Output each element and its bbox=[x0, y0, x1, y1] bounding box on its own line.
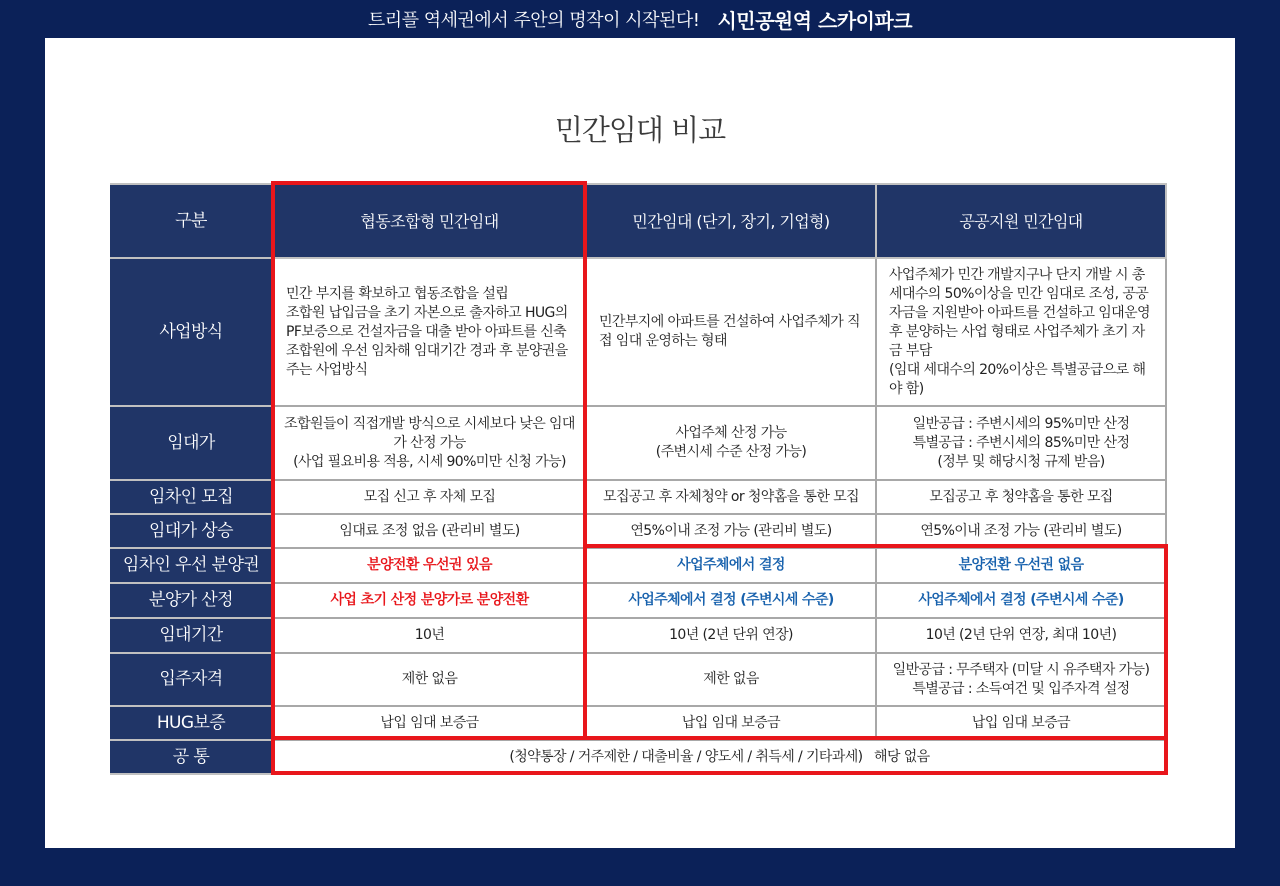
row-label: 입주자격 bbox=[110, 653, 273, 706]
table-cell: 제한 없음 bbox=[273, 653, 586, 706]
table-cell: 사업주체에서 결정 (주변시세 수준) bbox=[876, 583, 1166, 618]
row-label: 임대가 상승 bbox=[110, 514, 273, 548]
table-row bbox=[110, 406, 1166, 480]
table-cell bbox=[273, 258, 586, 406]
table-row bbox=[110, 480, 1166, 514]
top-banner bbox=[0, 0, 1280, 38]
row-label: 공 통 bbox=[110, 740, 273, 774]
table-cell: 10년 (2년 단위 연장, 최대 10년) bbox=[876, 618, 1166, 653]
table-cell: 10년 bbox=[273, 618, 586, 653]
row-label: 임차인 모집 bbox=[110, 480, 273, 514]
row-label: 임대기간 bbox=[110, 618, 273, 653]
table-cell: 납입 임대 보증금 bbox=[876, 706, 1166, 740]
table-row bbox=[110, 583, 1166, 618]
table-row-common bbox=[110, 740, 1166, 774]
table-cell: 분양전환 우선권 없음 bbox=[876, 548, 1166, 583]
header-public-support: 공공지원 민간임대 bbox=[876, 184, 1166, 258]
table-row bbox=[110, 514, 1166, 548]
header-category: 구분 bbox=[110, 184, 273, 258]
table-cell: 모집 신고 후 자체 모집 bbox=[273, 480, 586, 514]
table-cell: 제한 없음 bbox=[586, 653, 876, 706]
table-cell bbox=[876, 406, 1166, 480]
cell-line: 조합원들이 직접개발 방식으로 시세보다 낮은 임대가 산정 가능 (사업 필요비용 적용, 시세 90%미만 신청 가능) bbox=[284, 415, 575, 470]
cell-line: 민간 부지를 확보하고 협동조합을 설립 조합원 납입금을 초기 자본으로 출자하고 HUG의 PF보증으로 건설자금을 대출 받아 아파트를 신축 조합원에 우선 임차해 임대기간 경과 후 분양권을 주는 사업방식 bbox=[286, 285, 568, 378]
header-cooperative: 협동조합형 민간임대 bbox=[273, 184, 586, 258]
table-row bbox=[110, 618, 1166, 653]
table-cell: 사업 초기 산정 분양가로 분양전환 bbox=[273, 583, 586, 618]
page-title: 민간임대 비교 bbox=[554, 113, 726, 147]
banner-tagline: 트리플 역세권에서 주안의 명작이 시작된다! bbox=[367, 10, 700, 31]
header-private: 민간임대 (단기, 장기, 기업형) bbox=[586, 184, 876, 258]
cell-line: 민간부지에 아파트를 건설하여 사업주체가 직접 임대 운영하는 형태 bbox=[599, 314, 860, 349]
table-cell bbox=[586, 258, 876, 406]
table-cell: 납입 임대 보증금 bbox=[273, 706, 586, 740]
table-row bbox=[110, 258, 1166, 406]
table-cell: 임대료 조정 없음 (관리비 별도) bbox=[273, 514, 586, 548]
table-cell: 연5%이내 조정 가능 (관리비 별도) bbox=[586, 514, 876, 548]
table-cell: 모집공고 후 청약홈을 통한 모집 bbox=[876, 480, 1166, 514]
table-cell: 납입 임대 보증금 bbox=[586, 706, 876, 740]
table-row bbox=[110, 706, 1166, 740]
table-cell bbox=[273, 406, 586, 480]
cell-line: 일반공급 : 주변시세의 95%미만 산정 특별공급 : 주변시세의 85%미만 산정 (정부 및 해당시청 규제 받음) bbox=[912, 415, 1130, 470]
common-cell: (청약통장 / 거주제한 / 대출비율 / 양도세 / 취득세 / 기타과세) 해당 없음 bbox=[273, 740, 1166, 774]
cell-line: 일반공급 : 무주택자 (미달 시 유주택자 가능) 특별공급 : 소득여건 및 입주자격 설정 bbox=[892, 661, 1150, 697]
table-cell: 사업주체에서 결정 bbox=[586, 548, 876, 583]
row-label: 임차인 우선 분양권 bbox=[110, 548, 273, 583]
table-row bbox=[110, 653, 1166, 706]
table-row bbox=[110, 548, 1166, 583]
row-label: 임대가 bbox=[110, 406, 273, 480]
table-cell: 사업주체에서 결정 (주변시세 수준) bbox=[586, 583, 876, 618]
table-cell: 연5%이내 조정 가능 (관리비 별도) bbox=[876, 514, 1166, 548]
row-label: 분양가 산정 bbox=[110, 583, 273, 618]
table-cell bbox=[876, 258, 1166, 406]
table-cell bbox=[876, 653, 1166, 706]
table-cell: 분양전환 우선권 있음 bbox=[273, 548, 586, 583]
cell-line: 사업주체 산정 가능 (주변시세 수준 산정 가능) bbox=[655, 425, 807, 460]
table-cell: 모집공고 후 자체청약 or 청약홈을 통한 모집 bbox=[586, 480, 876, 514]
banner-brand: 시민공원역 스카이파크 bbox=[717, 8, 913, 33]
cell-line: 사업주체가 민간 개발지구나 단지 개발 시 총 세대수의 50%이상을 민간 임대로 조성, 공공자금을 지원받아 아파트를 건설하고 임대운영 후 분양하는 사업 형태로 사업주체가 초기 자금 부담 (임대 세대수의 20%이상은 특별공급으로 해야 함) bbox=[889, 266, 1150, 397]
table-header-row bbox=[110, 184, 1166, 258]
table-cell: 10년 (2년 단위 연장) bbox=[586, 618, 876, 653]
row-label: HUG보증 bbox=[110, 706, 273, 740]
row-label: 사업방식 bbox=[110, 258, 273, 406]
table-cell bbox=[586, 406, 876, 480]
comparison-table bbox=[110, 183, 1167, 775]
